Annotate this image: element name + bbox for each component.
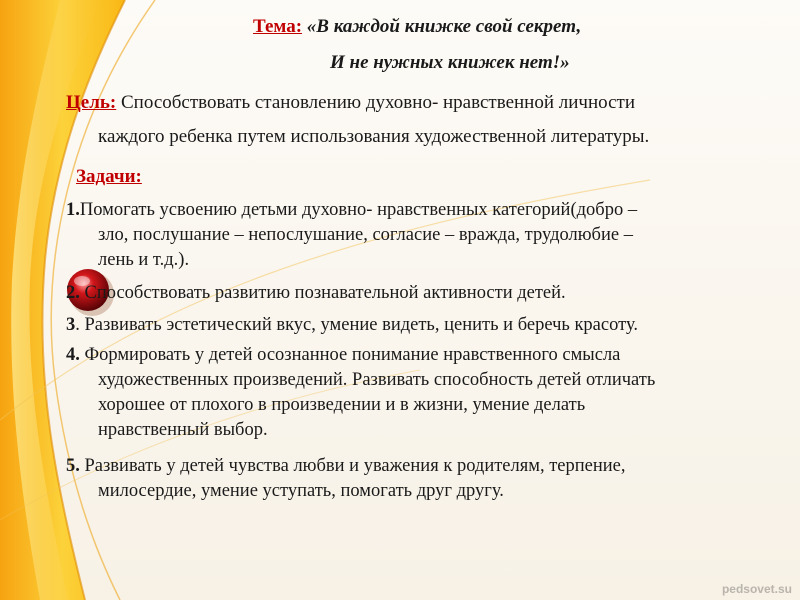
task-text: Способствовать развитию познавательной активности детей. [79,283,566,303]
task-number: 5. [66,456,80,476]
task-text-cont: лень и т.д.). [98,250,190,270]
task-item-3 [66,313,776,338]
task-text-cont: милосердие, умение уступать, помогать друг другу. [98,481,504,501]
goal-text-1: Способствовать становлению духовно- нравственной личности [116,92,636,113]
task-text: Помогать усвоению детьми духовно- нравственных категорий(добро – [79,200,638,220]
task-number: 3 [66,315,76,335]
goal-block [66,86,766,154]
task-text: . Развивать эстетический вкус, умение видеть, ценить и беречь красоту. [75,315,638,335]
task-text: Формировать у детей осознанное понимание нравственного смысла [79,345,621,365]
theme-line-2: И не нужных книжек нет!» [330,52,570,73]
task-text: Развивать у детей чувства любви и уважения к родителям, терпение, [79,456,626,476]
goal-text-2: каждого ребенка путем использования художественной литературы. [98,126,650,147]
task-text-cont: художественных произведений. Развивать способность детей отличать [98,370,656,390]
task-text-cont: зло, послушание – непослушание, согласие – вражда, трудолюбие – [98,225,633,245]
theme-label: Тема: [253,16,303,37]
task-text-cont: хорошее от плохого в произведении и в жизни, умение делать [98,395,586,415]
task-number: 1. [66,200,80,220]
tasks-label: Задачи: [76,166,142,187]
task-number: 2. [66,283,80,303]
task-item-2 [66,281,776,306]
watermark: pedsovet.su [721,582,792,596]
theme-line-1 [253,16,581,38]
task-item-1 [66,198,776,273]
task-item-4 [66,343,776,443]
task-text-cont: нравственный выбор. [98,420,268,440]
theme-text-1: «В каждой книжке свой секрет, [302,16,582,37]
task-number: 4. [66,345,80,365]
task-item-5 [66,454,776,504]
goal-label: Цель: [66,92,117,113]
